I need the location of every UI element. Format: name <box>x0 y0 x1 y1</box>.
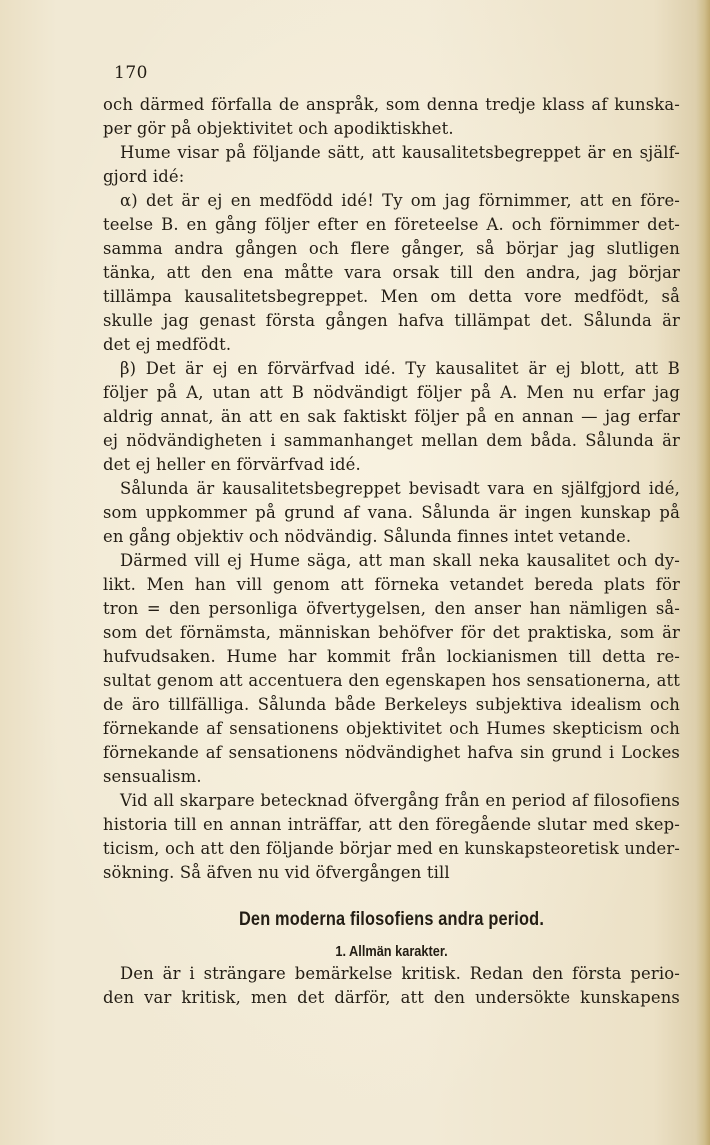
text-line: och därmed förfalla de anspråk, som denna tredje klass af kunska- <box>103 95 680 114</box>
text-line: förnekande af sensationens objektivitet och Humes skepticism och <box>103 719 680 738</box>
text-line: ej nödvändigheten i sammanhanget mellan dem båda. Sålunda är <box>103 431 680 450</box>
text-line: likt. Men han vill genom att förneka vetandet bereda plats för <box>103 575 680 594</box>
page-edge-shadow <box>696 0 710 1145</box>
text-line: teelse B. en gång följer efter en företeelse A. och förnimmer det- <box>103 215 680 234</box>
text-line: en gång objektiv och nödvändig. Sålunda finnes intet vetande. <box>103 527 632 546</box>
text-line: tron = den personliga öfvertygelsen, den anser han nämligen så- <box>103 599 680 618</box>
text-line: det ej medfödt. <box>103 335 232 354</box>
text-line: sultat genom att accentuera den egenskapen hos sensationerna, att <box>103 671 680 690</box>
text-line: förnekande af sensationens nödvändighet hafva sin grund i Lockes <box>103 743 680 762</box>
text-line: den var kritisk, men det därför, att den undersökte kunskapens <box>103 988 680 1007</box>
text-line: α) det är ej en medfödd idé! Ty om jag förnimmer, att en före- <box>120 191 680 210</box>
text-line: Därmed vill ej Hume säga, att man skall neka kausalitet och dy- <box>120 551 680 570</box>
text-line: aldrig annat, än att en sak faktiskt följer på en annan — jag erfar <box>103 407 680 426</box>
text-line: som uppkommer på grund af vana. Sålunda är ingen kunskap på <box>103 503 680 522</box>
text-line: sökning. Så äfven nu vid öfvergången till <box>103 863 450 882</box>
text-line: ticism, och att den följande börjar med en kunskapsteoretisk under- <box>103 839 680 858</box>
text-line: Hume visar på följande sätt, att kausalitetsbegreppet är en själf- <box>120 143 680 162</box>
text-line: Den är i strängare bemärkelse kritisk. Redan den första perio- <box>120 964 680 983</box>
text-line: Vid all skarpare betecknad öfvergång från en period af filosofiens <box>120 791 680 810</box>
text-line: som det förnämsta, människan behöfver för det praktiska, som är <box>103 623 680 642</box>
text-line: tänka, att den ena måtte vara orsak till den andra, jag börjar <box>103 263 680 282</box>
text-line: det ej heller en förvärfvad idé. <box>103 455 361 474</box>
text-line: Sålunda är kausalitetsbegreppet bevisadt vara en själfgjord idé, <box>120 479 680 498</box>
text-line: hufvudsaken. Hume har kommit från lockianismen till detta re- <box>103 647 680 666</box>
text-line: β) Det är ej en förvärfvad idé. Ty kausalitet är ej blott, att B <box>120 359 680 378</box>
text-line: tillämpa kausalitetsbegreppet. Men om detta vore medfödt, så <box>103 287 680 306</box>
text-line: sensualism. <box>103 767 202 786</box>
section-title: Den moderna filosofiens andra period. <box>238 909 545 930</box>
text-line: per gör på objektivitet och apodiktiskhet. <box>103 119 454 138</box>
text-line: de äro tillfälliga. Sålunda både Berkeleys subjektiva idealism och <box>103 695 680 714</box>
text-line: historia till en annan inträffar, att den föregående slutar med skep- <box>103 815 680 834</box>
text-line: följer på A, utan att B nödvändigt följer på A. Men nu erfar jag <box>103 383 680 402</box>
text-line: samma andra gången och flere gånger, så börjar jag slutligen <box>103 239 680 258</box>
text-line: skulle jag genast första gången hafva tillämpat det. Sålunda är <box>103 311 680 330</box>
text-line: gjord idé: <box>103 167 185 186</box>
page-number: 170 <box>114 63 148 83</box>
subsection-title: 1. Allmän karakter. <box>335 944 448 960</box>
